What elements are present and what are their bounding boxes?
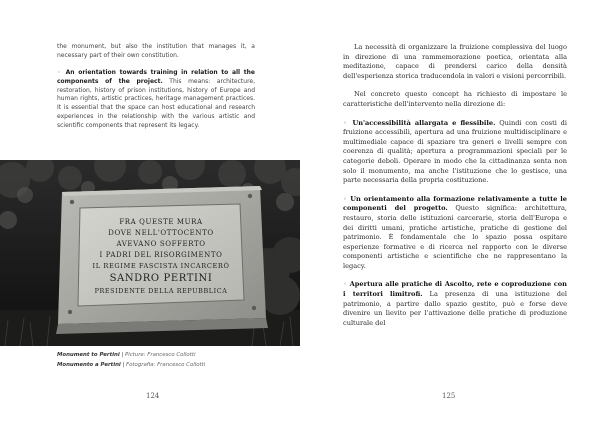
right-bullet-3 — [343, 280, 567, 328]
right-paragraph-2: Nel concreto questo concept ha richiesto di impostare le caratteristiche dell'intervento nella direzione di: — [343, 90, 567, 108]
bullet-icon: ◦ — [343, 194, 348, 203]
plaque-line: PRESIDENTE DELLA REPUBBLICA — [94, 287, 228, 295]
bullet-icon: ◦ — [343, 118, 349, 127]
bullet-icon: ◦ — [343, 280, 348, 289]
plaque-line: FRA QUESTE MURA — [119, 218, 203, 226]
page-number-left: 124 — [146, 392, 160, 400]
right-text-block — [343, 43, 567, 337]
left-bullet-2-text: This means: architecture, restoration, history of prison institutions, history of Europe and human rights, artistic practices, heritage management practices. It is essential that the space can host educational and research experiences in the relationship with the various artistic and scientific components that represent its legacy. — [57, 77, 255, 129]
right-bullet-1-text: Quindi con costi di fruizione accessibili, apertura ad una fruizione multidisciplinare e multimediale capace di spaziare tra generi e livelli sempre con coerenza di qualità; apertura a programmazioni speciali per le categorie deboli. Operare in modo che la cittadinanza senta non solo il monumento, ma anche l'istituzione che lo gestisce, una parte necessaria della propria costituzione. — [343, 118, 568, 185]
bullet-icon: ◦ — [57, 69, 63, 76]
plaque-line: SANDRO PERTINI — [109, 273, 213, 284]
caption-it: Monumento a Pertini | Fotografia: Francesco Collotti — [57, 361, 206, 368]
photo-captions — [57, 351, 287, 370]
right-bullet-1-heading: Un'accessibilità allargata e flessibile. — [352, 118, 496, 127]
left-bullet-2-heading: An orientation towards training in relation to all the components of the project. — [57, 69, 255, 85]
plaque-line: DOVE NELL'OTTOCENTO — [108, 229, 214, 237]
caption-it-credit: Fotografia: Francesco Collotti — [126, 361, 206, 368]
caption-en-title: Monument to Pertini — [57, 352, 120, 358]
right-bullet-1 — [343, 119, 567, 186]
right-bullet-2-heading: Un orientamento alla formazione relativamente a tutte le componenti del progetto. — [343, 194, 567, 213]
plaque-line: IL REGIME FASCISTA INCARCERÒ — [92, 262, 230, 270]
right-paragraph-1: La necessità di organizzare la fruizione complessiva del luogo in direzione di una rammemorazione poetica, orientata alla meditazione, capace di prendersi carico della densità dell'esperienza storica traducendola in valori e visioni percorribili. — [343, 43, 567, 80]
caption-it-title: Monumento a Pertini — [57, 361, 121, 368]
caption-en: Monument to Pertini | Picture: Francesco Collotti — [57, 352, 196, 358]
plaque-line: AVEVANO SOFFERTO — [116, 240, 206, 248]
page-number-right: 125 — [442, 392, 456, 400]
left-text-block — [57, 43, 255, 139]
right-bullet-2 — [343, 195, 567, 272]
plaque-line: I PADRI DEL RISORGIMENTO — [99, 251, 223, 259]
right-bullet-3-text: La presenza di una istituzione del patrimonio, a partire dallo spazio gestito, può e forse deve divenire un lievito per l'attivazione delle pratiche di produzione culturale del — [343, 290, 567, 327]
left-paragraph-1: the monument, but also the institution that manages it, a necessary part of their own constitution. — [57, 43, 255, 59]
left-bullet-2 — [57, 69, 255, 130]
right-bullet-3-heading: Apertura alle pratiche di Ascolto, rete e coproduzione con i territori limitrofi. — [343, 280, 567, 299]
monument-photo — [0, 160, 300, 346]
right-bullet-2-text: Questo significa: architettura, restauro, storia delle istituzioni carcerarie, storia dell'Europa e dei diritti umani, pratiche artistiche, pratiche di gestione del patrimonio. È fondamentale che lo spazio possa ospitare esperienze formative e di ricerca nel rapporto con le diverse componenti artistiche e scientifiche che ne rappresentano la legacy. — [343, 204, 567, 270]
caption-en-credit: Picture: Francesco Collotti — [124, 352, 196, 358]
